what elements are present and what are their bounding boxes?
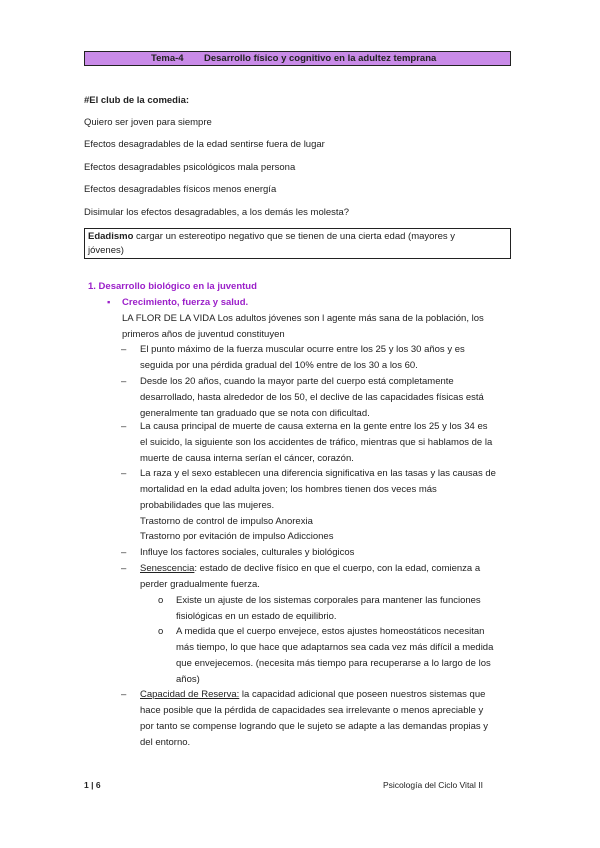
edadismo-term: Edadismo [88, 231, 134, 242]
course-name: Psicología del Ciclo Vital II [383, 780, 484, 790]
bullet-text: El punto máximo de la fuerza muscular ocurre entre los 25 y los 30 años y es [140, 344, 465, 355]
dash-bullet: – [121, 344, 127, 355]
circle-bullet: o [158, 595, 164, 606]
title-banner [84, 51, 511, 66]
bullet-text: muerte de causa interna serían el cáncer, corazón. [140, 453, 354, 464]
senescencia-term: Senescencia [140, 563, 195, 574]
bullet-text: La causa principal de muerte de causa externa en la gente entre los 25 y los 34 es [140, 421, 488, 432]
topic-title: Desarrollo físico y cognitivo en la adultez temprana [204, 53, 437, 64]
intro-line: Efectos desagradables de la edad sentirse fuera de lugar [84, 139, 325, 150]
sub-bullet-text: que envejecemos. (necesita más tiempo para recuperarse a lo largo de los [176, 658, 491, 669]
senescencia-text: perder gradualmente fuerza. [140, 579, 260, 590]
bullet-text: Trastorno por evitación de impulso Adicciones [140, 531, 334, 542]
intro-line: Efectos desagradables físicos menos energía [84, 184, 277, 195]
topic-number: Tema-4 [151, 53, 184, 64]
reserva-text: del entorno. [140, 737, 191, 748]
bullet-text: seguida por una pérdida gradual del 10% entre de los 30 a los 60. [140, 360, 418, 371]
intro-line: Quiero ser joven para siempre [84, 117, 212, 128]
senescencia-text: : estado de declive físico en que el cuerpo, con la edad, comienza a [194, 563, 481, 574]
square-bullet: ▪ [107, 297, 111, 308]
bullet-text: probabilidades que las mujeres. [140, 500, 275, 511]
intro-line: Efectos desagradables psicológicos mala persona [84, 162, 296, 173]
edadismo-definition: cargar un estereotipo negativo que se tienen de una cierta edad (mayores y [133, 231, 456, 242]
reserva-text: hace posible que la pérdida de capacidades sea irrelevante o menos apreciable y [140, 705, 484, 716]
flor-paragraph: LA FLOR DE LA VIDA Los adultos jóvenes son l agente más sana de la población, los [122, 313, 484, 324]
flor-paragraph: primeros años de juventud constituyen [122, 329, 285, 340]
reserva-text: la capacidad adicional que poseen nuestros sistemas que [239, 689, 486, 700]
reserva-term: Capacidad de Reserva: [140, 689, 240, 700]
circle-bullet: o [158, 626, 164, 637]
intro-line: Disimular los efectos desagradables, a los demás les molesta? [84, 207, 350, 218]
subsection-heading: Crecimiento, fuerza y salud. [122, 297, 249, 308]
edadismo-definition-box [84, 228, 511, 259]
dash-bullet: – [121, 421, 127, 432]
club-heading: #El club de la comedia: [84, 95, 190, 106]
bullet-text: Influye los factores sociales, culturales y biológicos [140, 547, 355, 558]
sub-bullet-text: Existe un ajuste de los sistemas corporales para mantener las funciones [176, 595, 481, 606]
sub-bullet-text: A medida que el cuerpo envejece, estos ajustes homeostáticos necesitan [176, 626, 485, 637]
dash-bullet: – [121, 468, 127, 479]
section-heading: 1. Desarrollo biológico en la juventud [88, 281, 257, 292]
dash-bullet: – [121, 689, 127, 700]
reserva-text: por tanto se compense logrando que le sujeto se adapte a las demandas propias y [140, 721, 489, 732]
bullet-text: desarrollado, hasta alrededor de los 50, el declive de las capacidades físicas está [140, 392, 484, 403]
bullet-text: Trastorno de control de impulso Anorexia [140, 516, 313, 527]
sub-bullet-text: años) [176, 674, 200, 685]
edadismo-definition-cont: jóvenes) [88, 245, 124, 256]
bullet-text: La raza y el sexo establecen una diferencia significativa en las tasas y las causas de [140, 468, 496, 479]
sub-bullet-text: más tiempo, lo que hace que adaptarnos sea cada vez más difícil a medida [176, 642, 494, 653]
page-number: 1 | 6 [84, 780, 101, 790]
dash-bullet: – [121, 547, 127, 558]
bullet-text: el suicido, la siguiente son los accidentes de tráfico, mientras que si hablamos de la [140, 437, 493, 448]
bullet-text: generalmente tan graduado que se nota con dificultad. [140, 408, 370, 419]
bullet-text: Desde los 20 años, cuando la mayor parte del cuerpo está completamente [140, 376, 454, 387]
reserva-line [140, 687, 485, 703]
sub-bullet-text: fisiológicas en un estado de equilibrio. [176, 611, 337, 622]
bullet-text: mortalidad en la edad adulta joven; los hombres tienen dos veces más [140, 484, 437, 495]
dash-bullet: – [121, 563, 127, 574]
senescencia-line [140, 561, 480, 577]
dash-bullet: – [121, 376, 127, 387]
